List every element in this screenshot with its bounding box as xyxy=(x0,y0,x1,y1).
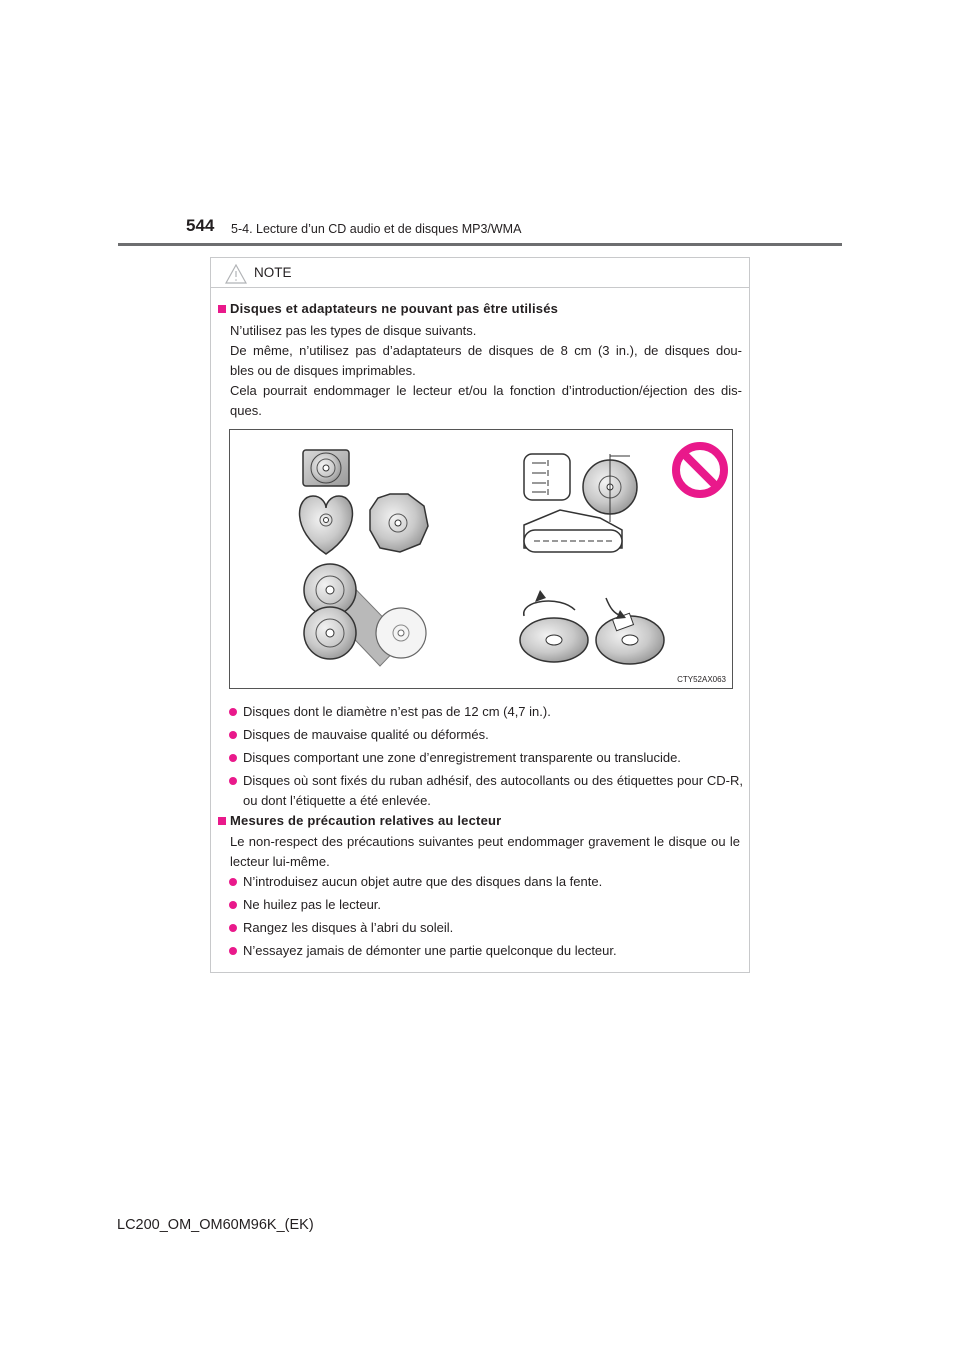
bullet-item: N’introduisez aucun objet autre que des disques dans la fente. xyxy=(243,874,603,889)
figure-code: CTY52AX063 xyxy=(677,675,726,684)
para-line: bles ou de disques imprimables. xyxy=(230,363,416,378)
section-heading: Mesures de précaution relatives au lecteur xyxy=(230,813,502,828)
para-line: N’utilisez pas les types de disque suivants. xyxy=(230,323,477,338)
section-bullet xyxy=(218,817,226,825)
section-title: 5-4. Lecture d’un CD audio et de disques MP3/WMA xyxy=(231,222,522,236)
bullet-dot xyxy=(229,901,237,909)
page-number: 544 xyxy=(186,216,215,235)
bullet-dot xyxy=(229,754,237,762)
para-line: ques. xyxy=(230,403,262,418)
bullet-item: Rangez les disques à l’abri du soleil. xyxy=(243,920,454,935)
bullet-dot xyxy=(229,878,237,886)
disc-illustration xyxy=(229,429,733,689)
bullet-item: Disques dont le diamètre n’est pas de 12 cm (4,7 in.). xyxy=(243,704,551,719)
prohibited-icon xyxy=(676,446,724,494)
bullet-item: Ne huilez pas le lecteur. xyxy=(243,897,382,912)
note-label: NOTE xyxy=(254,265,292,280)
damaged-discs xyxy=(520,590,664,664)
heart-disc xyxy=(300,496,353,554)
octagon-disc xyxy=(370,494,428,552)
note-header xyxy=(211,258,749,288)
bullet-item: Disques comportant une zone d’enregistrement transparente ou translucide. xyxy=(243,750,681,765)
bullet-dot xyxy=(229,777,237,785)
para-line: De même, n’utilisez pas d’adaptateurs de disques de 8 cm (3 in.), de disques dou- xyxy=(230,343,742,358)
section-heading: Disques et adaptateurs ne pouvant pas être utilisés xyxy=(230,301,559,316)
bullet-item: N’essayez jamais de démonter une partie quelconque du lecteur. xyxy=(243,943,617,958)
note-box xyxy=(210,257,750,973)
section-bullet xyxy=(218,305,226,313)
bullet-dot xyxy=(229,731,237,739)
bullet-item: Disques où sont fixés du ruban adhésif, des autocollants ou des étiquettes pour CD-R, ou dont l’étiquette a été enlevée. xyxy=(243,773,743,808)
square-disc xyxy=(303,450,349,486)
header-rule xyxy=(118,243,842,246)
footer-doc-code: LC200_OM_OM60M96K_(EK) xyxy=(117,1217,314,1233)
bullet-item: Disques de mauvaise qualité ou déformés. xyxy=(243,727,489,742)
disc-illustration-art xyxy=(230,430,732,688)
warning-triangle-icon xyxy=(225,264,247,284)
bullet-dot xyxy=(229,708,237,716)
adapter-disc xyxy=(524,454,637,552)
double-disc xyxy=(304,564,426,666)
section-intro: Le non-respect des précautions suivantes peut endommager gravement le disque ou le lecteur lui-même. xyxy=(230,834,740,869)
bullet-dot xyxy=(229,924,237,932)
para-line: Cela pourrait endommager le lecteur et/ou la fonction d’introduction/éjection des dis- xyxy=(230,383,742,398)
bullet-dot xyxy=(229,947,237,955)
